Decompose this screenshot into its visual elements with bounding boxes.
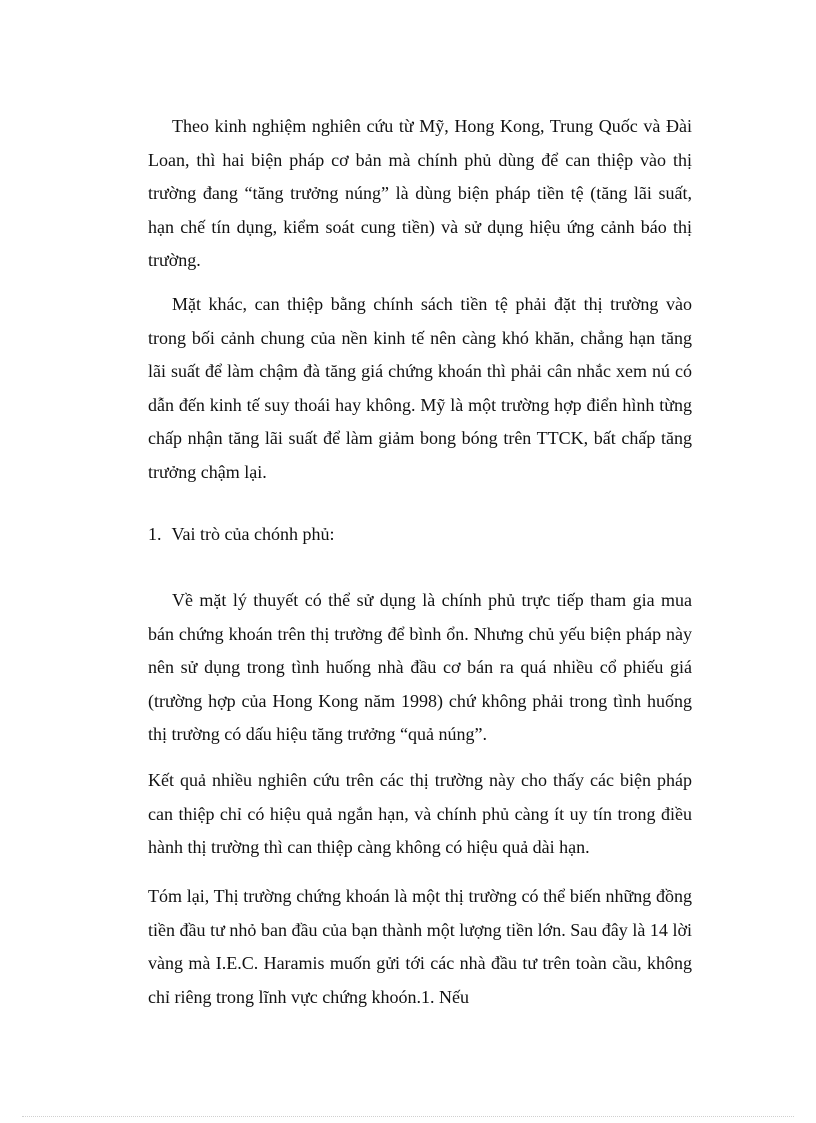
paragraph-4: Kết quả nhiều nghiên cứu trên các thị trường này cho thấy các biện pháp can thiệp chỉ có hiệu quả ngắn hạn, và chính phủ càng ít uy tín trong điều hành thị trường thì can thiệp càng không có hiệu quả dài hạn. xyxy=(148,770,692,857)
page-bottom-divider xyxy=(22,1116,794,1117)
section-heading-number: 1. xyxy=(148,524,162,544)
paragraph-5: Tóm lại, Thị trường chứng khoán là một thị trường có thể biến những đồng tiền đầu tư nhỏ ban đầu của bạn thành một lượng tiền lớn. Sau đây là 14 lời vàng mà I.E.C. Haramis muốn gửi tới các nhà đầu tư trên toàn cầu, không chỉ riêng trong lĩnh vực chứng khoón.1. Nếu xyxy=(148,886,692,1007)
paragraph-3: Về mặt lý thuyết có thể sử dụng là chính phủ trực tiếp tham gia mua bán chứng khoán trên thị trường để bình ổn. Nhưng chủ yếu biện pháp này nên sử dụng trong tình huống nhà đầu cơ bán ra quá nhiều cổ phiếu giá (trường hợp của Hong Kong năm 1998) chứ không phải trong tình huống thị trường có dấu hiệu tăng trưởng “quả núng”. xyxy=(148,590,692,744)
section-heading xyxy=(148,518,692,552)
section-heading-text: Vai trò của chónh phủ: xyxy=(171,524,335,544)
paragraph-1: Theo kinh nghiệm nghiên cứu từ Mỹ, Hong Kong, Trung Quốc và Đài Loan, thì hai biện pháp cơ bản mà chính phủ dùng để can thiệp vào thị trường đang “tăng trưởng núng” là dùng biện pháp tiền tệ (tăng lãi suất, hạn chế tín dụng, kiểm soát cung tiền) và sử dụng hiệu ứng cảnh báo thị trường. xyxy=(148,116,692,270)
paragraph-2: Mặt khác, can thiệp bằng chính sách tiền tệ phải đặt thị trường vào trong bối cảnh chung của nền kinh tế nên càng khó khăn, chẳng hạn tăng lãi suất để làm chậm đà tăng giá chứng khoán thì phải cân nhắc xem nú có dẫn đến kinh tế suy thoái hay không. Mỹ là một trường hợp điển hình từng chấp nhận tăng lãi suất để làm giảm bong bóng trên TTCK, bất chấp tăng trưởng chậm lại. xyxy=(148,294,692,482)
